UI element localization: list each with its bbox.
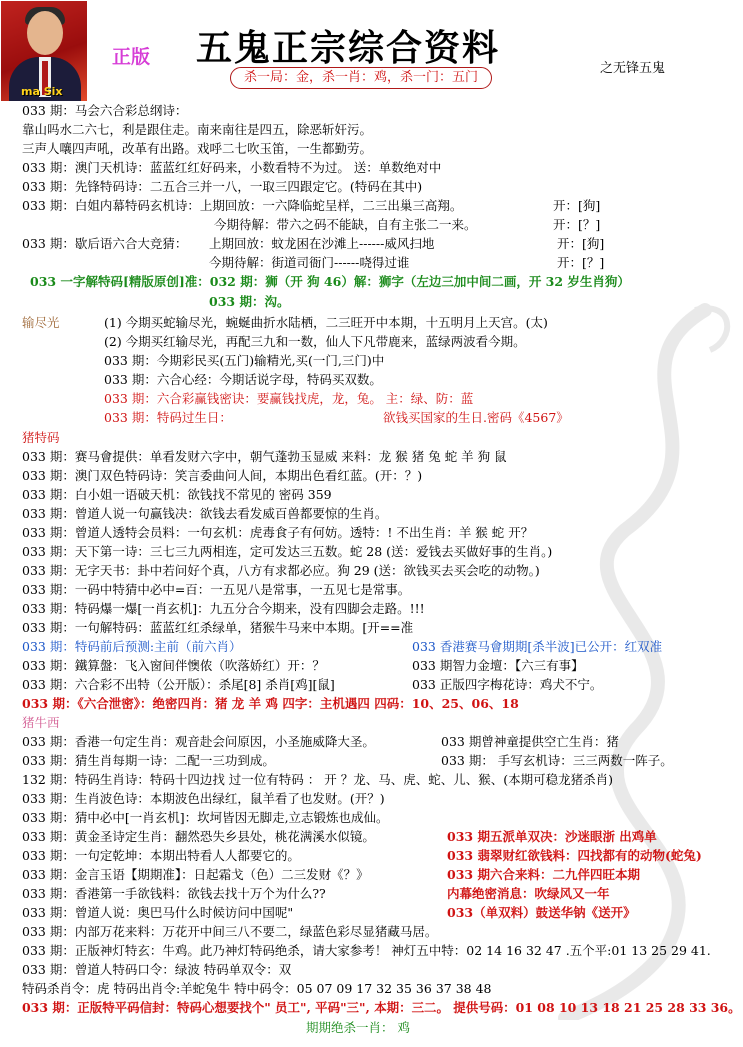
text-line: 033 期： 手写玄机诗：三三两数一阵子。 [441,753,673,768]
text-line: 033 期：猜中必中[一肖玄机]：坎坷皆因无脚走,立志锻炼也成仙。 [22,810,389,825]
text-line: 033 期：《六合泄密》：绝密四肖：猪 龙 羊 鸡 四字：主机遇四 四码：10、25、06、18 [22,696,519,711]
text-line: 033 期：天下第一诗：三七三九两相连，定可发达三五数。蛇 28 (送：爱钱去买做好事的生肖。) [22,544,553,559]
text-line: 033 期：一句定乾坤：本期出特看人人都要它的。 [22,848,300,863]
text-line: 033 期：无字天书：卦中若问好个真，八方有求都必应。狗 29 (送：欲钱买去买会吃的动物。) [22,563,540,578]
text-line: 033 期：赛马會提供：单看发财六字中，朝气蓬勃玉显威 来料：龙 猴 猪 兔 蛇 羊 狗 鼠 [22,449,507,464]
text-line: 033 期：曾道人说：奥巴马什么时候访问中国呢" [22,905,294,920]
text-line: 033 期：一码中特猜中必中=百：一五见八是常事，一五见七是常事。 [22,582,411,597]
text-line: 033 期：歇后语六合大竞猜： [22,236,188,251]
text-line: 特码杀肖令：虎 特码出肖令:羊蛇兔牛 特中码令：05 07 09 17 32 35 36 37 38 48 [22,981,492,996]
text-line: 033 期：曾道人特码口令：绿波 特码单双令：双 [22,962,292,977]
text-line: 033 期：曾道人透特会员料：一句玄机：虎毒食子有何妨。透特：! 不出生肖：羊 猴 蛇 开？ [22,525,534,540]
text-line: 033 期：六合心经：今期话说字母，特码买双数。 [104,372,382,387]
text-line: 033 期：特码过生日： [104,410,232,425]
text-line: 033 期：先锋特码诗：二五合三并一八，一取三四跟定它。(特码在其中) [22,179,423,194]
photo-watermark-text: ma Six [21,85,63,98]
text-line: 033 期：香港一句定生肖：观音赴会问原因，小圣施威降大圣。 [22,734,375,749]
text-line: 033 期六合来料：二九伴四旺本期 [447,867,640,882]
text-line: 033 香港赛马會期期[杀半波]已公开：红双准 [412,639,663,654]
text-line: 内幕绝密消息：吹绿风又一年 [447,886,610,901]
text-line: 开：[？] [557,255,605,270]
text-line: 132 期：特码生肖诗：特码十四边找 过一位有特码 ： 开 ？龙、马、虎、蛇、儿、猴、(本期可稳龙猪杀肖) [22,772,613,787]
text-line: 033 期：曾道人说一句赢钱决：欲钱去看发威百兽都要惊的生肖。 [22,506,388,521]
text-line: 033 期：沟。 [209,294,290,309]
kill-banner: 杀一局：金，杀一肖：鸡，杀一门：五门 [230,67,492,89]
text-line: 猪特码 [22,430,60,445]
text-line: 033 期：金言玉语【期期准】：日起霜戈（色）二三发财《？》 [22,867,369,882]
text-line: 开：[狗] [557,236,605,251]
text-line: 033 期：特码爆一爆[一肖玄机]：九五分合今期来，没有四脚会走路。!!! [22,601,425,616]
text-line: 033 期：白姐内幕特码玄机诗：上期回放：一六降临蛇呈样，二三出巢三高翔。 [22,198,463,213]
text-line: 033 翡翠财红欲钱料：四找都有的动物(蛇兔) [447,848,702,863]
edition-label: 正版 [112,46,151,68]
portrait-photo [1,1,87,101]
text-line: 开：[？] [553,217,601,232]
text-line: 三声人嚷四声吼，改革有出路。戏呼二七吹玉笛，一生都勤劳。 [22,141,373,156]
text-line: 033 期五派单双决：沙迷眼浙 出鸡单 [447,829,657,844]
text-line: 033 一字解特码[精版原创]准：032 期：狮（开 狗 46）解：狮字（左边三加中间二画，开 32 岁生肖狗） [30,274,630,289]
text-line: 033 期：黄金圣诗定生肖：翻然恐失乡县处，桃花满溪水似镜。 [22,829,375,844]
text-line: 033 期：特码前后预测:主前（前六肖） [22,639,242,654]
text-line: 开：[狗] [553,198,601,213]
text-line: 期期绝杀一肖： 鸡 [306,1020,410,1035]
text-line: 033 期：白小姐一语破天机：欲钱找不常见的 密码 359 [22,487,332,502]
text-line: 033 期：正版神灯特玄：牛鸡。此乃神灯特码绝杀，请大家参考！ 神灯五中特：02 14 16 32 47 .五个平:01 13 25 29 41. [22,943,711,958]
text-line: 今期待解：街道司衙门------哓得过谁 [209,255,410,270]
text-line: 033 期：香港第一手欲钱料：欲钱去找十万个为什么?? [22,886,326,901]
text-line: 033 期曾神童提供空亡生肖：猪 [441,734,619,749]
text-line: 033 期：内部万花来料：万花开中间三八不要二，绿蓝色彩尽显猪藏马居。 [22,924,438,939]
text-line: 033 正版四字梅花诗：鸡犬不宁。 [412,677,603,692]
text-line: (1) 今期买蛇输尽光，蜿蜒曲折水陆栖，二三旺开中本期，十五明月上天宫。(太) [104,315,548,330]
text-line: 033（单双料）鼓送华钠《送开》 [447,905,636,920]
author-label: 之无锋五鬼 [600,61,666,76]
text-line: 今期待解：带六之码不能缺，自有主张二一来。 [214,217,477,232]
text-line: 033 期：生肖波色诗：本期波色出绿红，鼠羊看了也发财。(开？) [22,791,385,806]
text-line: 033 期：鐵算盤：飞入窗间伴懊侬（吹落娇红）开：？ [22,658,325,673]
text-line: 033 期：今期彩民买(五门)输精光,买(一门,三门)中 [104,353,385,368]
text-line: 033 期：澳门双色特码诗：笑言委曲问人间，本期出色看红蓝。(开：？) [22,468,423,483]
page-title: 五鬼正宗综合资料 [196,27,501,69]
text-line: 输尽光 [22,315,60,330]
text-line: 靠山吗水二六七，利是跟住走。南来南往是四五，除恶斩奸污。 [22,122,373,137]
text-line: 033 期：六合彩不出特（公开版）：杀尾[8] 杀肖[鸡][鼠] [22,677,335,692]
text-line: 033 期：一句解特码：蓝蓝红红杀绿单，猪猴牛马来中本期。[开==准 [22,620,414,635]
text-line: 033 期：猜生肖每期一诗：二配一三功到成。 [22,753,275,768]
text-line: 033 期：正版特平码信封：特码心想要找个" 员工", 平码"三", 本期：三二。 提供号码：01 08 10 13 18 21 25 28 33 36。 [22,1000,741,1015]
text-line: (2) 今期买红输尽光，再配三九和一数，仙人下凡带鹿来，蓝绿两波看今期。 [104,334,526,349]
text-line: 上期回放：蚊龙困在沙滩上------威风扫地 [209,236,435,251]
text-line: 033 期：马会六合彩总纲诗： [22,103,188,118]
text-line: 猪牛西 [22,715,60,730]
text-line: 033 期智力金壇：【六三有事】 [412,658,584,673]
text-line: 033 期：澳门天机诗：蓝蓝红红好码来，小数看特不为过。 送：单数绝对中 [22,160,442,175]
text-line: 欲钱买国家的生日.密码《4567》 [383,410,569,425]
text-line: 033 期：六合彩赢钱密诀：要赢钱找虎，龙，兔。 主：绿、防：蓝 [104,391,474,406]
